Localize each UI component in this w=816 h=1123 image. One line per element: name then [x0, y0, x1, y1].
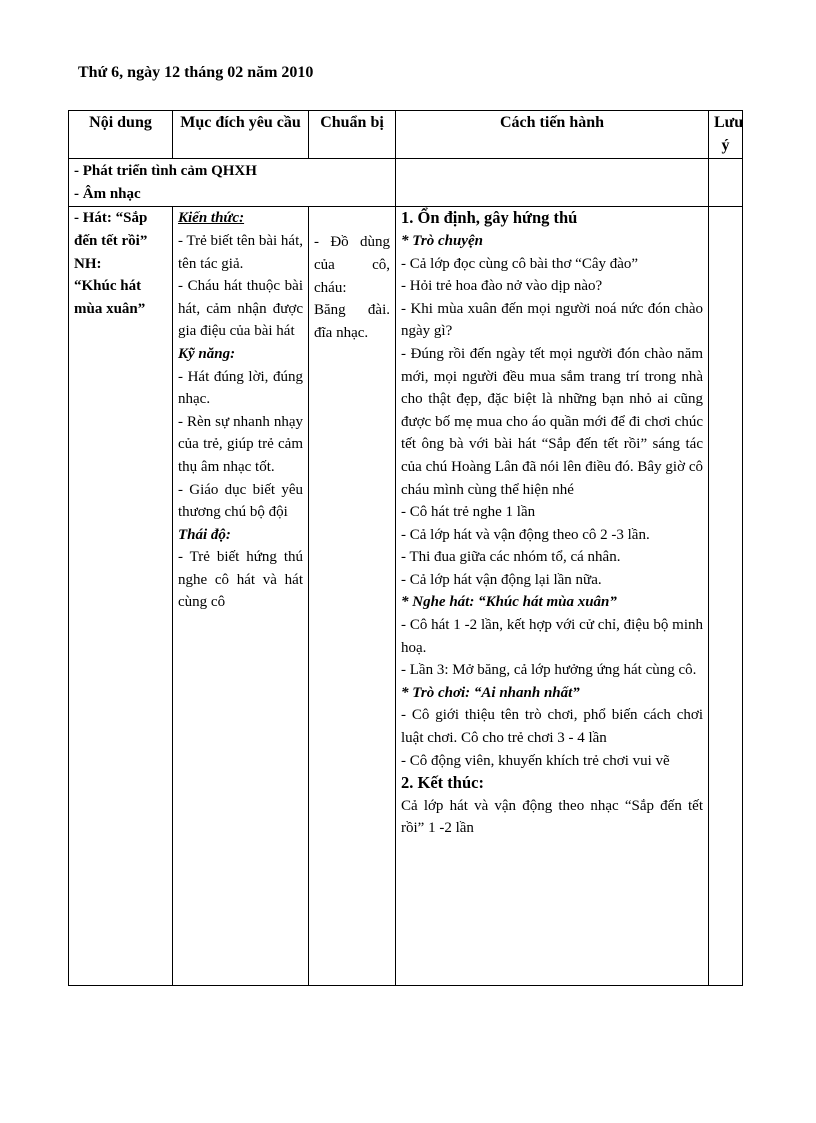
- skills-item-1: - Hát đúng lời, đúng nhạc.: [178, 368, 303, 408]
- procedure-step-3: - Khi mùa xuân đến mọi người noá nức đón chào ngày gì?: [401, 300, 703, 340]
- procedure-step-10: - Lần 3: Mở băng, cả lớp hưởng ứng hát cùng cô.: [401, 662, 697, 679]
- area-empty-procedure: [396, 159, 709, 207]
- content-line-4: “Khúc hát: [74, 278, 142, 295]
- content-line-1: - Hát: “Sắp: [74, 210, 148, 227]
- lesson-row: [69, 207, 743, 986]
- procedure-step-13: Cả lớp hát và vận động theo nhạc “Sắp đến tết rồi” 1 -2 lần: [401, 797, 703, 837]
- content-line-2: đến tết rồi”: [74, 232, 148, 249]
- section-2-title: 2. Kết thúc:: [401, 773, 484, 793]
- header-luu-y: Lưu ý: [709, 111, 743, 159]
- header-chuan-bi: Chuẩn bị: [309, 111, 396, 159]
- procedure-step-4: - Đúng rồi đến ngày tết mọi người đón chào năm mới, mọi người đều mua sắm trang trí trong nhà cho thật đẹp, đặc biệt là những bạn nhỏ ai cũng được bố mẹ mua cho áo quần mới để đi chơi chúc tết ông bà với bài hát “Sắp đến tết rồi” sáng tác của chú Hoàng Lân đã nói lên điều đó. Bây giờ cô cháu mình cùng thể hiện nhé: [401, 345, 703, 498]
- preparation-cell: [309, 207, 396, 986]
- procedure-step-2: - Hỏi trẻ hoa đào nở vào dịp nào?: [401, 278, 603, 295]
- game-title: * Trò chơi: “Ai nhanh nhất”: [401, 684, 580, 701]
- section-1-title: 1. Ổn định, gây hứng thú: [401, 208, 578, 228]
- procedure-step-9: - Cô hát 1 -2 lần, kết hợp với cử chỉ, điệu bộ minh hoạ.: [401, 617, 703, 656]
- skills-item-3: - Giáo dục biết yêu thương chú bộ đội: [178, 481, 303, 521]
- procedure-step-7: - Thi đua giữa các nhóm tổ, cá nhân.: [401, 549, 621, 566]
- knowledge-item-1: - Trẻ biết tên bài hát, tên tác giả.: [178, 232, 303, 272]
- attitude-item-1: - Trẻ biết hứng thú nghe cô hát và hát cùng cô: [178, 549, 303, 611]
- area-empty-note: [709, 159, 743, 207]
- knowledge-item-2: - Cháu hát thuộc bài hát, cảm nhận được gia điệu của bài hát: [178, 278, 303, 340]
- header-cach-tien-hanh: Cách tiến hành: [396, 111, 709, 159]
- content-line-5: mùa xuân”: [74, 300, 146, 317]
- procedure-step-5: - Cô hát trẻ nghe 1 lần: [401, 504, 536, 521]
- listen-title: * Nghe hát: “Khúc hát mùa xuân”: [401, 594, 617, 611]
- procedure-step-1: - Cả lớp đọc cùng cô bài thơ “Cây đào”: [401, 255, 639, 272]
- area-row: [69, 159, 743, 207]
- procedure-cell: [396, 207, 709, 986]
- header-noi-dung: Nội dung: [69, 111, 173, 159]
- header-row: [69, 111, 743, 159]
- area-line-1: - Phát triển tình cảm QHXH: [74, 163, 257, 180]
- content-cell: [69, 207, 173, 986]
- area-cell: [69, 159, 396, 207]
- skills-title: Kỹ năng:: [178, 345, 236, 362]
- objectives-cell: [173, 207, 309, 986]
- attitude-title: Thái độ:: [178, 526, 231, 543]
- procedure-step-8: - Cả lớp hát vận động lại lần nữa.: [401, 571, 602, 588]
- skills-item-2: - Rèn sự nhanh nhạy của trẻ, giúp trẻ cảm thụ âm nhạc tốt.: [178, 413, 303, 475]
- content-line-3: NH:: [74, 255, 102, 272]
- area-line-2: - Âm nhạc: [74, 185, 141, 202]
- knowledge-title: Kiến thức:: [178, 210, 245, 227]
- preparation-text-2: Băng đài. đĩa nhạc.: [314, 302, 390, 341]
- procedure-step-6: - Cả lớp hát và vận động theo cô 2 -3 lần.: [401, 526, 650, 543]
- procedure-step-12: - Cô động viên, khuyến khích trẻ chơi vui vẽ: [401, 752, 670, 769]
- header-muc-dich: Mục đích yêu cầu: [173, 111, 309, 159]
- procedure-step-11: - Cô giới thiệu tên trò chơi, phổ biến cách chơi luật chơi. Cô cho trẻ chơi 3 - 4 lần: [401, 707, 703, 747]
- lesson-plan-table: [68, 110, 743, 986]
- note-cell: [709, 207, 743, 986]
- date-heading: Thứ 6, ngày 12 tháng 02 năm 2010: [78, 64, 314, 81]
- talk-title: * Trò chuyện: [401, 232, 483, 249]
- preparation-text-1: - Đồ dùng của cô, cháu:: [314, 234, 390, 296]
